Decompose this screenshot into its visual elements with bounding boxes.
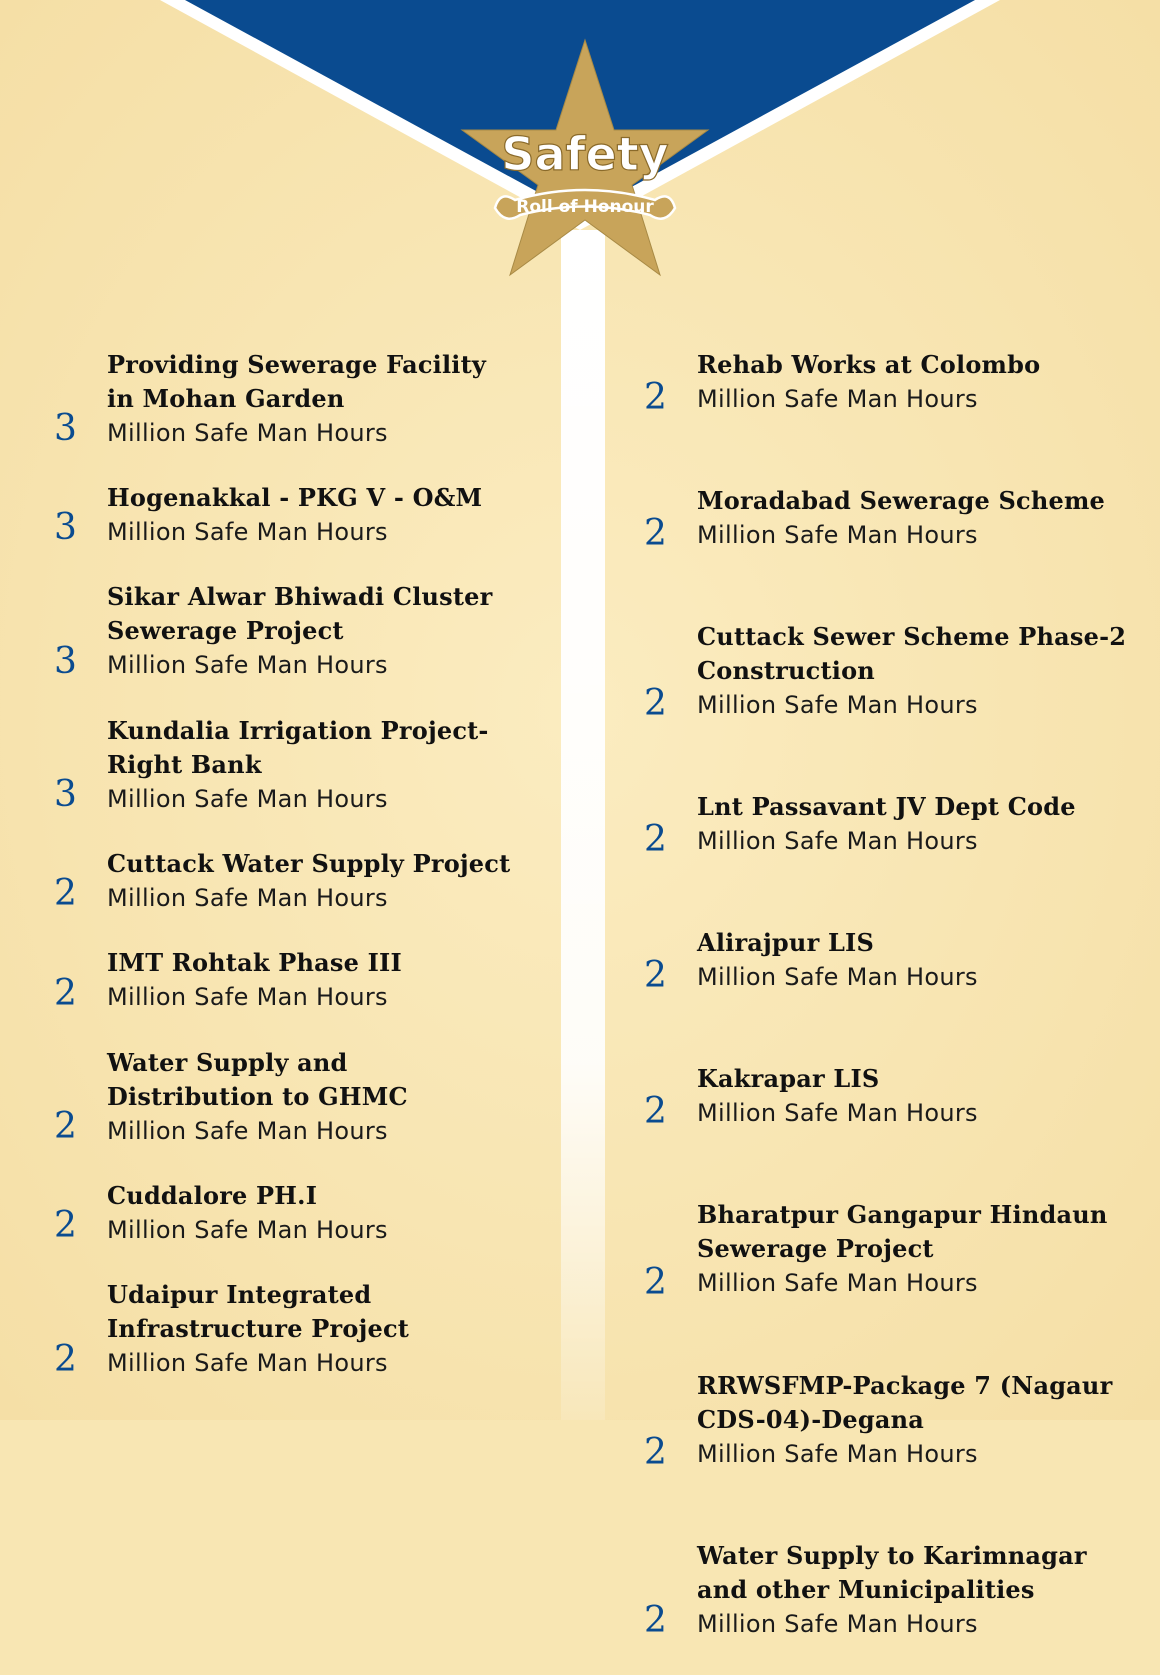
project-title: Water Supply to Karimnagar and other Municipalities: [697, 1541, 1087, 1604]
million-hours-count: 2: [54, 973, 77, 1014]
safe-hours-label: Million Safe Man Hours: [697, 963, 978, 991]
project-title: Providing Sewerage Facility in Mohan Garden: [107, 350, 487, 413]
safe-hours-label: Million Safe Man Hours: [697, 1269, 978, 1297]
badge-ribbon: Roll of Honour: [516, 197, 654, 217]
list-item: [50, 946, 520, 1046]
safe-hours-label: Million Safe Man Hours: [697, 1440, 978, 1468]
project-title: Rehab Works at Colombo: [697, 350, 1041, 379]
project-title: Alirajpur LIS: [697, 928, 874, 957]
million-hours-count: 3: [54, 507, 77, 548]
project-title: RRWSFMP-Package 7 (Nagaur CDS-04)-Degana: [697, 1371, 1113, 1434]
million-hours-count: 2: [54, 1106, 77, 1147]
list-item: [640, 348, 1130, 450]
project-title: Udaipur Integrated Infrastructure Project: [107, 1280, 410, 1343]
left-project-column: [50, 348, 520, 1380]
project-title: Kundalia Irrigation Project-Right Bank: [107, 716, 489, 779]
project-title: Sikar Alwar Bhiwadi Cluster Sewerage Project: [107, 582, 493, 645]
safe-hours-label: Million Safe Man Hours: [107, 651, 388, 679]
safe-hours-label: Million Safe Man Hours: [107, 1349, 388, 1377]
million-hours-count: 3: [54, 408, 77, 449]
million-hours-count: 2: [644, 955, 667, 996]
safe-hours-label: Million Safe Man Hours: [107, 983, 388, 1011]
safe-hours-label: Million Safe Man Hours: [697, 1610, 978, 1638]
list-item: [640, 620, 1130, 756]
million-hours-count: 2: [644, 1091, 667, 1132]
million-hours-count: 2: [54, 1339, 77, 1380]
badge-title: Safety: [501, 127, 669, 181]
project-title: Cuttack Water Supply Project: [107, 849, 511, 878]
safe-hours-label: Million Safe Man Hours: [697, 521, 978, 549]
million-hours-count: 2: [644, 377, 667, 418]
list-item: [50, 481, 520, 580]
project-title: Water Supply and Distribution to GHMC: [107, 1048, 408, 1111]
million-hours-count: 2: [644, 683, 667, 724]
million-hours-count: 2: [54, 873, 77, 914]
million-hours-count: 3: [54, 774, 77, 815]
right-project-column: [640, 348, 1130, 1675]
project-title: Hogenakkal - PKG V - O&M: [107, 483, 483, 512]
list-item: [50, 580, 520, 714]
safe-hours-label: Million Safe Man Hours: [697, 691, 978, 719]
safe-hours-label: Million Safe Man Hours: [697, 385, 978, 413]
safe-hours-label: Million Safe Man Hours: [697, 827, 978, 855]
list-item: [640, 1198, 1130, 1335]
project-title: Lnt Passavant JV Dept Code: [697, 792, 1076, 821]
list-item: [50, 348, 520, 481]
list-item: [640, 1539, 1130, 1641]
list-item: [640, 790, 1130, 892]
project-title: Cuttack Sewer Scheme Phase-2 Construction: [697, 622, 1127, 685]
list-item: [640, 484, 1130, 586]
safe-hours-label: Million Safe Man Hours: [107, 518, 388, 546]
project-title: IMT Rohtak Phase III: [107, 948, 402, 977]
safe-hours-label: Million Safe Man Hours: [107, 785, 388, 813]
million-hours-count: 2: [644, 819, 667, 860]
list-item: [640, 1062, 1130, 1164]
list-item: [50, 1278, 520, 1380]
safe-hours-label: Million Safe Man Hours: [697, 1099, 978, 1127]
million-hours-count: 2: [644, 1600, 667, 1641]
list-item: [640, 1369, 1130, 1505]
million-hours-count: 3: [54, 641, 77, 682]
safe-hours-label: Million Safe Man Hours: [107, 419, 388, 447]
safe-hours-label: Million Safe Man Hours: [107, 1216, 388, 1244]
project-title: Moradabad Sewerage Scheme: [697, 486, 1106, 515]
list-item: [50, 1179, 520, 1278]
safety-star-badge: [470, 40, 700, 280]
project-title: Kakrapar LIS: [697, 1064, 880, 1093]
project-title: Bharatpur Gangapur Hindaun Sewerage Project: [697, 1200, 1108, 1263]
project-title: Cuddalore PH.I: [107, 1181, 318, 1210]
list-item: [50, 1046, 520, 1179]
million-hours-count: 2: [54, 1205, 77, 1246]
safe-hours-label: Million Safe Man Hours: [107, 1117, 388, 1145]
million-hours-count: 2: [644, 1432, 667, 1473]
million-hours-count: 2: [644, 513, 667, 554]
list-item: [50, 847, 520, 946]
million-hours-count: 2: [644, 1262, 667, 1303]
list-item: [50, 714, 520, 847]
safe-hours-label: Million Safe Man Hours: [107, 884, 388, 912]
list-item: [640, 926, 1130, 1028]
